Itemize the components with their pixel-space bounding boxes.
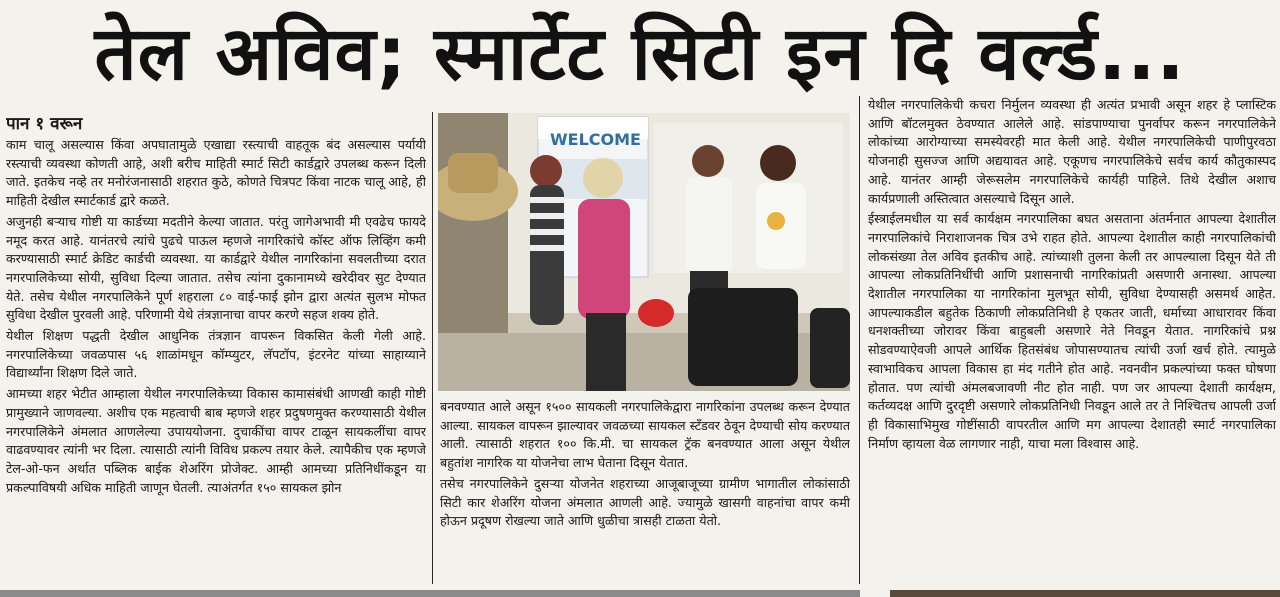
photo-illustration [438,113,850,391]
paragraph: येथील शिक्षण पद्धती देखील आधुनिक तंत्रज्ञान वापरून विकसित केली गेली आहे. नगरपालिकेच्या जवळपास ५६ शाळांमधून कॉम्प्युटर, लॅपटॉप, इंटरनेट यांच्या साहाय्याने विद्यार्थ्यांना शिक्षण दिले जाते. [6,328,426,381]
bottom-rule [890,590,1280,597]
article-column-1 [6,114,426,582]
paragraph: अजुनही बऱ्याच गोष्टी या कार्डच्या मदतीने केल्या जातात. परंतु जागेअभावी मी एवढेच फायदे नमूद करत आहे. यानंतरचे त्यांचे पुढचे पाऊल म्हणजे नागरिकांचे कॉस्ट ऑफ लिव्हिंग कमी करण्यासाठी स्मार्ट क्रेडिट कार्डची व्यवस्था. या कार्डद्वारे येथील नागरिकांना सवलतीच्या दरात नगरपालिकेच्या सोयी, सुविधा दिल्या जातात. तसेच त्यांना दुकानामध्ये खरेदीवर सुट देण्यात येते. तसेच येथील नगरपालिकेने पूर्ण शहराला ८० वाई-फाई झोन द्वारा अत्यंत सुलभ मोफत सुविधा देखील पुरवली आहे. परिणामी येथे तंत्रज्ञानाचा वापर करणे सहज शक्य होते. [6,213,426,323]
paragraph: ईस्त्राईलमधील या सर्व कार्यक्षम नगरपालिका बघत असताना अंतर्मनात आपल्या देशातील नगरपालिकांचे निराशाजनक चित्र उभे राहत होते. आपल्या देशातील काही नगरपालिकांची लोकसंख्या तेल अविव इतकीच आहे. त्यांच्याशी तुलना केली तर आपल्याला दिसून येते ती आपल्या लोकप्रतिनिधींची आणि प्रशासनाची नागरिकांप्रती असणारी अनास्था. आपल्या देशातील नगरपालिका या नागरिकांना मुलभूत सोयी, सुविधा देण्यासही असमर्थ आहेत. आपल्याकडील बहुतेक ठिकाणी लोकप्रतिनिधी हे एकतर जाती, धर्माच्या आधारावर किंवा धनशक्तीच्या जोरावर किंवा बाहुबली असणारे नेते निवडून येतात. नागरिकांचे प्रश्न सोडवण्याऐवजी आपले आर्थिक हितसंबंध जोपासण्यातच त्यांची उर्जा खर्च होते. त्यामुळे स्वाभाविकच आपला विकास हा मंद गतीने होत आहे. नवनवीन प्रकल्पांच्या फक्त घोषणा होतात. पण त्यांची अंमलबजावणी नीट होत नाही. पण जर आपल्या देशाती कार्यक्षम, कर्तव्यदक्ष आणि दुरदृष्टी असणारे लोकप्रतिनिधी निवडून आले तर ते निश्चितच आपली उर्जा ही विकासाभिमुख गोष्टींसाठी वापरतील आणि मग आपल्या देशातही स्मार्ट नगरपालिका निर्माण व्हायला वेळ लागणार नाही, याचा मला विश्वास आहे. [868,211,1276,451]
bottom-rule [0,590,860,597]
welcome-banner-text: WELCOME [550,130,641,149]
paragraph: येथील नगरपालिकेची कचरा निर्मुलन व्यवस्था ही अत्यंत प्रभावी असून शहर हे प्लास्टिक आणि बॉटलमुक्त ठेवण्यात आलेले आहे. सांडपाण्याचा पुनर्वापर करून नगरपालिकेने लोकांच्या आरोग्याच्या समस्येवरही मात केली आहे. येथील नगरपालिकेची पाणीपुरवठा योजनाही सुसज्ज आणि अद्ययावत आहे. एकूणच नगरपालिकेचे सर्वच कार्य कौतुकास्पद आहे. यानंतर आम्ही जेरूसलेम नगरपालिकेचे कार्यही पाहिले. तिथे देखील अशाच कार्यप्रणाली अस्तित्वात असल्याचे दिसून आले. [868,97,1276,206]
article-column-3 [868,96,1276,582]
continued-from-label: पान १ वरून [6,114,83,134]
paragraph: आमच्या शहर भेटीत आम्हाला येथील नगरपालिकेच्या विकास कामासंबंधी आणखी काही गोष्टी प्रामुख्याने जाणवल्या. अशीच एक महत्वाची बाब म्हणजे शहर प्रदुषणमुक्त करण्यासाठी येथील नगरपालिकेने अंमलात आणलेल्या उपाययोजना. दुचाकींचा वापर टाळून सायकलींचा वापर वाढवण्यावर त्यांनी भर दिला. त्यासाठी त्यांनी विविध प्रकल्प तयार केले. त्यापैकीच एक म्हणजे टेल-ओ-फन अर्थात पब्लिक बाईक शेअरिंग प्रोजेक्ट. आम्ही आमच्या प्रतिनिधींकडून या प्रकल्पाविषयी अधिक माहिती जाणून घेतली. त्याअंतर्गत १५० सायकल झोन [6,386,426,495]
column-divider-left [432,112,433,584]
column-divider-right [859,96,860,584]
paragraph: काम चालू असल्यास किंवा अपघातामुळे एखाद्या रस्त्याची वाहतूक बंद असल्यास पर्यायी रस्त्याची व्यवस्था कोणती आहे, अशी बरीच माहिती स्मार्ट सिटी कार्डद्वारे उपलब्ध करून दिली जाते. इतकेच नव्हे तर मनोरंजनासाठी शहरात कुठे, कोणते चित्रपट किंवा नाटक चालू आहे, ही माहिती देखील स्मार्टकार्ड द्वारे कळते. [6,137,426,209]
paragraph: तसेच नगरपालिकेने दुसऱ्या योजनेत शहराच्या आजूबाजूच्या ग्रामीण भागातील लोकांसाठी सिटी कार शेअरिंग योजना अंमलात आणली आहे. ज्यामुळे खासगी वाहनांचा वापर कमी होऊन प्रदूषण रोखल्या जाते आणि धुळीचा त्रासही टाळता येतो. [440,475,850,529]
article-column-2 [440,398,850,582]
paragraph: बनवण्यात आले असून १५०० सायकली नगरपालिकेद्वारा नागरिकांना उपलब्ध करून देण्यात आल्या. सायकल वापरून झाल्यावर जवळच्या सायकल स्टँडवर ठेवून देण्याची सोय करण्यात आली. त्यासाठी शहरात १०० कि.मी. चा सायकल ट्रॅक बनवण्यात आला असून येथील बहुतांश नागरिक या योजनेचा लाभ घेताना दिसून येतात. [440,399,850,471]
article-photo [438,113,850,391]
headline: तेल अविव; स्मार्टेट सिटी इन दि वर्ल्ड... [94,10,1186,97]
